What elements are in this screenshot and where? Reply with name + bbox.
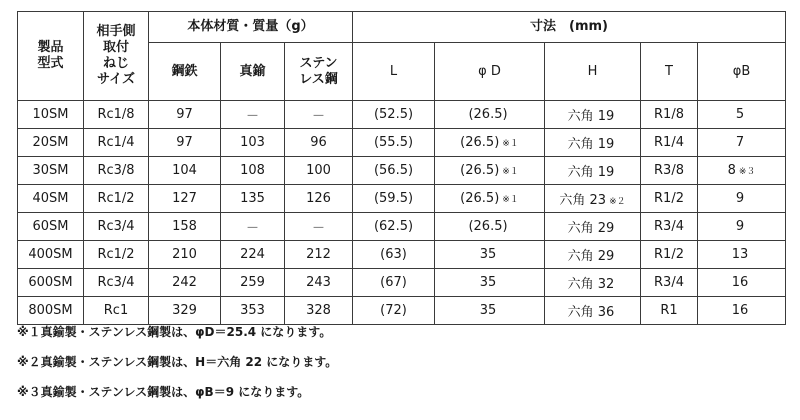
header-L: L — [353, 43, 435, 101]
cell-brass: 224 — [221, 241, 285, 269]
cell-stainless: 96 — [285, 129, 353, 157]
cell-model: 400SM — [18, 241, 84, 269]
cell-phiD: 35 — [435, 297, 545, 325]
table-row — [18, 129, 786, 157]
cell-T: R1/2 — [641, 241, 698, 269]
header-brass: 真鍮 — [221, 43, 285, 101]
header-H: H — [545, 43, 641, 101]
cell-T: R3/8 — [641, 157, 698, 185]
cell-L: (56.5) — [353, 157, 435, 185]
cell-phiB: 8 ※３ — [698, 157, 786, 185]
cell-H: 六角 29 — [545, 213, 641, 241]
table-row — [18, 185, 786, 213]
cell-stainless: － — [285, 213, 353, 241]
cell-thread: Rc1/4 — [84, 129, 149, 157]
cell-model: 800SM — [18, 297, 84, 325]
header-T: T — [641, 43, 698, 101]
cell-L: (55.5) — [353, 129, 435, 157]
cell-model: 40SM — [18, 185, 84, 213]
cell-T: R3/4 — [641, 269, 698, 297]
table-row — [18, 213, 786, 241]
cell-thread: Rc1/2 — [84, 185, 149, 213]
cell-stainless: 243 — [285, 269, 353, 297]
cell-steel: 158 — [149, 213, 221, 241]
cell-H: 六角 29 — [545, 241, 641, 269]
cell-brass: － — [221, 101, 285, 129]
cell-T: R1 — [641, 297, 698, 325]
cell-model: 20SM — [18, 129, 84, 157]
footnotes — [17, 317, 787, 407]
table-row — [18, 269, 786, 297]
header-thread-size: 相手側 取付 ねじ サイズ — [84, 12, 149, 101]
cell-phiB: 5 — [698, 101, 786, 129]
cell-stainless: 328 — [285, 297, 353, 325]
cell-model: 30SM — [18, 157, 84, 185]
table-row — [18, 101, 786, 129]
cell-phiB: 9 — [698, 213, 786, 241]
header-phiD: φ D — [435, 43, 545, 101]
cell-model: 10SM — [18, 101, 84, 129]
header-material-mass: 本体材質・質量（g） — [149, 12, 353, 43]
cell-phiB: 7 — [698, 129, 786, 157]
table-row — [18, 157, 786, 185]
cell-thread: Rc1 — [84, 297, 149, 325]
cell-L: (63) — [353, 241, 435, 269]
cell-stainless: 100 — [285, 157, 353, 185]
cell-H: 六角 36 — [545, 297, 641, 325]
cell-H: 六角 19 — [545, 157, 641, 185]
cell-thread: Rc1/2 — [84, 241, 149, 269]
cell-phiD: (26.5) — [435, 101, 545, 129]
cell-model: 600SM — [18, 269, 84, 297]
spec-table — [17, 11, 786, 325]
cell-steel: 127 — [149, 185, 221, 213]
cell-brass: 135 — [221, 185, 285, 213]
cell-steel: 104 — [149, 157, 221, 185]
footnote-2: ※２真鍮製・ステンレス鋼製は、H＝六角 22 になります。 — [17, 355, 338, 369]
cell-L: (62.5) — [353, 213, 435, 241]
cell-thread: Rc1/8 — [84, 101, 149, 129]
footnote-1: ※１真鍮製・ステンレス鋼製は、φD＝25.4 になります。 — [17, 325, 332, 339]
cell-phiB: 16 — [698, 269, 786, 297]
cell-phiD: (26.5) ※１ — [435, 185, 545, 213]
header-steel: 鋼鉄 — [149, 43, 221, 101]
cell-thread: Rc3/4 — [84, 269, 149, 297]
cell-H: 六角 23 ※２ — [545, 185, 641, 213]
cell-phiD: (26.5) ※１ — [435, 157, 545, 185]
cell-T: R1/2 — [641, 185, 698, 213]
cell-steel: 97 — [149, 129, 221, 157]
cell-phiD: (26.5) ※１ — [435, 129, 545, 157]
cell-brass: 108 — [221, 157, 285, 185]
cell-brass: 259 — [221, 269, 285, 297]
footnote-3: ※３真鍮製・ステンレス鋼製は、φB＝9 になります。 — [17, 385, 310, 399]
cell-H: 六角 19 — [545, 129, 641, 157]
cell-brass: － — [221, 213, 285, 241]
table-row — [18, 241, 786, 269]
header-stainless: ステン レス鋼 — [285, 43, 353, 101]
cell-T: R3/4 — [641, 213, 698, 241]
cell-H: 六角 19 — [545, 101, 641, 129]
cell-phiD: (26.5) — [435, 213, 545, 241]
cell-L: (72) — [353, 297, 435, 325]
cell-T: R1/4 — [641, 129, 698, 157]
cell-L: (52.5) — [353, 101, 435, 129]
cell-L: (67) — [353, 269, 435, 297]
cell-phiB: 9 — [698, 185, 786, 213]
cell-steel: 97 — [149, 101, 221, 129]
cell-brass: 103 — [221, 129, 285, 157]
cell-stainless: － — [285, 101, 353, 129]
cell-T: R1/8 — [641, 101, 698, 129]
header-dimensions: 寸法 (mm) — [353, 12, 786, 43]
cell-phiD: 35 — [435, 269, 545, 297]
cell-model: 60SM — [18, 213, 84, 241]
cell-H: 六角 32 — [545, 269, 641, 297]
header-phiB: φB — [698, 43, 786, 101]
cell-stainless: 212 — [285, 241, 353, 269]
cell-steel: 329 — [149, 297, 221, 325]
cell-brass: 353 — [221, 297, 285, 325]
cell-steel: 242 — [149, 269, 221, 297]
cell-thread: Rc3/4 — [84, 213, 149, 241]
cell-phiD: 35 — [435, 241, 545, 269]
cell-thread: Rc3/8 — [84, 157, 149, 185]
cell-steel: 210 — [149, 241, 221, 269]
cell-phiB: 13 — [698, 241, 786, 269]
header-model: 製品 型式 — [18, 12, 84, 101]
cell-phiB: 16 — [698, 297, 786, 325]
cell-stainless: 126 — [285, 185, 353, 213]
cell-L: (59.5) — [353, 185, 435, 213]
